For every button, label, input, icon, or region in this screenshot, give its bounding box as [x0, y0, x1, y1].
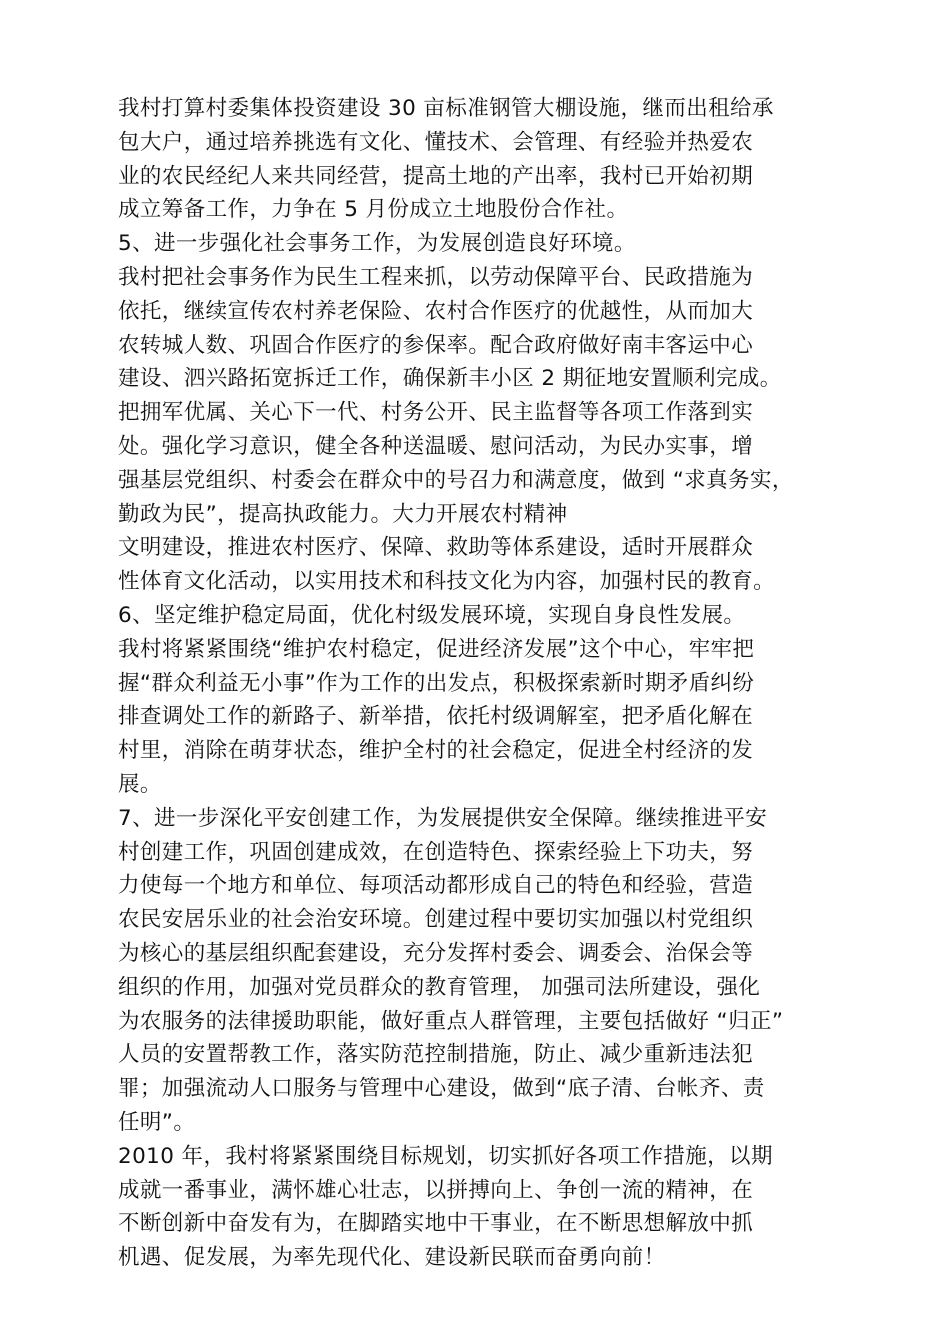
- text-line: 任明”。: [118, 1109, 196, 1135]
- text-line: 我村将紧紧围绕“维护农村稳定，促进经济发展”这个中心，牢牢把: [118, 636, 755, 662]
- text-line: 文明建设，推进农村医疗、保障、救助等体系建设，适时开展群众: [118, 535, 754, 561]
- text-line: 农民安居乐业的社会治安环境。创建过程中要切实加强以村党组织: [118, 907, 754, 933]
- text-line: 农转城人数、巩固合作医疗的参保率。配合政府做好南丰客运中心: [118, 332, 754, 358]
- text-line: 握“群众利益无小事”作为工作的出发点，积极探索新时期矛盾纠纷: [118, 670, 755, 696]
- text-line: 力使每一个地方和单位、每项活动都形成自己的特色和经验，营造: [118, 873, 754, 899]
- text-line: 展。: [118, 771, 162, 797]
- text-line: 人员的安置帮教工作，落实防范控制措施，防止、减少重新违法犯: [118, 1042, 754, 1068]
- text-line: 成立筹备工作，力争在 5 月份成立土地股份合作社。: [118, 197, 629, 223]
- text-line: 2010 年，我村将紧紧围绕目标规划，切实抓好各项工作措施，以期: [118, 1143, 773, 1169]
- text-line: 组织的作用，加强对党员群众的教育管理， 加强司法所建设，强化: [118, 974, 761, 1000]
- text-line: 成就一番事业，满怀雄心壮志，以拼搏向上、争创一流的精神，在: [118, 1177, 754, 1203]
- text-line: 把拥军优属、关心下一代、村务公开、民主监督等各项工作落到实: [118, 400, 754, 426]
- text-line: 为农服务的法律援助职能，做好重点人群管理，主要包括做好 “归正”: [118, 1008, 784, 1034]
- text-line: 不断创新中奋发有为，在脚踏实地中干事业，在不断思想解放中抓: [118, 1211, 754, 1237]
- text-line: 依托，继续宣传农村养老保险、农村合作医疗的优越性，从而加大: [118, 298, 754, 324]
- text-line: 勤政为民”，提高执政能力。大力开展农村精神: [118, 501, 568, 527]
- text-line: 机遇、促发展，为率先现代化、建设新民联而奋勇向前！: [118, 1245, 666, 1271]
- text-line: 5、进一步强化社会事务工作，为发展创造良好环境。: [118, 231, 636, 257]
- text-line: 排查调处工作的新路子、新举措，依托村级调解室，把矛盾化解在: [118, 704, 754, 730]
- text-line: 业的农民经纪人来共同经营，提高土地的产出率，我村已开始初期: [118, 163, 754, 189]
- text-line: 处。强化学习意识，健全各种送温暖、慰问活动，为民办实事，增: [118, 433, 754, 459]
- text-line: 为核心的基层组织配套建设，充分发挥村委会、调委会、治保会等: [118, 940, 754, 966]
- text-line: 罪；加强流动人口服务与管理中心建设，做到“底子清、台帐齐、责: [118, 1076, 765, 1102]
- text-line: 强基层党组织、村委会在群众中的号召力和满意度，做到 “求真务实，: [118, 467, 794, 493]
- text-line: 村里，消除在萌芽状态，维护全村的社会稳定，促进全村经济的发: [118, 738, 754, 764]
- text-line: 性体育文化活动，以实用技术和科技文化为内容，加强村民的教育。: [118, 569, 776, 595]
- text-line: 村创建工作，巩固创建成效，在创造特色、探索经验上下功夫，努: [118, 839, 754, 865]
- text-line: 建设、泗兴路拓宽拆迁工作，确保新丰小区 2 期征地安置顺利完成。: [118, 366, 782, 392]
- text-line: 我村把社会事务作为民生工程来抓，以劳动保障平台、民政措施为: [118, 264, 754, 290]
- text-line: 我村打算村委集体投资建设 30 亩标准钢管大棚设施，继而出租给承: [118, 96, 774, 121]
- text-line: 包大户，通过培养挑选有文化、懂技术、会管理、有经验并热爱农: [118, 129, 754, 155]
- body-text: [118, 92, 858, 1275]
- text-line: 6、坚定维护稳定局面，优化村级发展环境，实现自身良性发展。: [118, 602, 746, 628]
- text-line: 7、进一步深化平安创建工作，为发展提供安全保障。继续推进平安: [118, 805, 768, 831]
